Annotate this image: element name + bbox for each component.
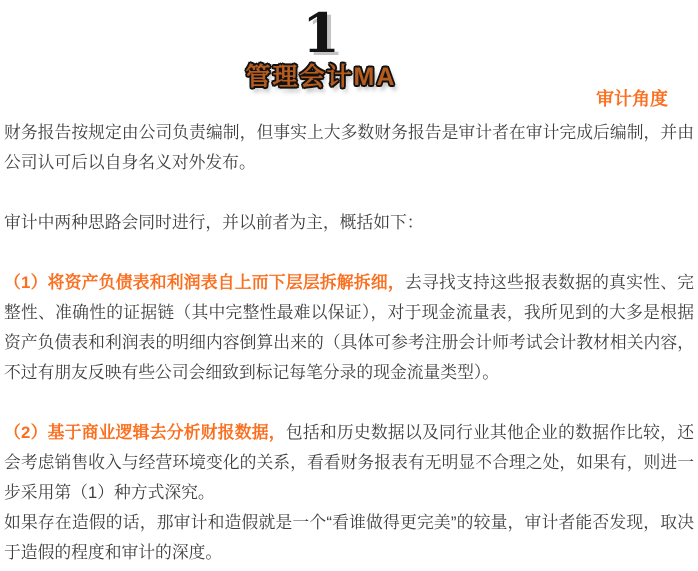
point-1-lead: （1）将资产负债表和利润表自上而下层层拆解拆细， [4, 273, 405, 292]
brand-logo [0, 0, 670, 91]
paragraph-closing: 如果存在造假的话，那审计和造假就是一个“看谁做得更完美”的较量，审计者能否发现，取决于造假的程度和审计的深度。 [4, 513, 694, 562]
article-body [0, 109, 698, 568]
section-label-audit-angle: 审计角度 [596, 89, 668, 109]
paragraph-intro-1: 财务报告按规定由公司负责编制，但事实上大多数财务报告是审计者在审计完成后编制，并由公司认可后以自身名义对外发布。 [4, 123, 694, 172]
paragraph-intro-2: 审计中两种思路会同时进行，并以前者为主，概括如下： [4, 213, 424, 232]
paragraph-point-2 [4, 418, 694, 508]
logo-brand-text: 管理会计MA [245, 63, 397, 91]
logo-numeral-one: 1 [302, 1, 340, 65]
point-2-body: 包括和历史数据以及同行业其他企业的数据作比较，还会考虑销售收入与经营环境变化的关系，看看财务报表有无明显不合理之处，如果有，则进一步采用第（1）种方式深究。 [4, 423, 694, 502]
point-2-lead: （2）基于商业逻辑去分析财报数据， [4, 423, 286, 442]
paragraph-point-1 [4, 268, 694, 388]
point-1-body: 去寻找支持这些报表数据的真实性、完整性、准确性的证据链（其中完整性最难以保证），对于现金流量表，我所见到的大多是根据资产负债表和利润表的明细内容倒算出来的（具体可参考注册会计师考试会计教材相关内容，不过有朋友反映有些公司会细致到标记每笔分录的现金流量类型）。 [4, 273, 694, 382]
